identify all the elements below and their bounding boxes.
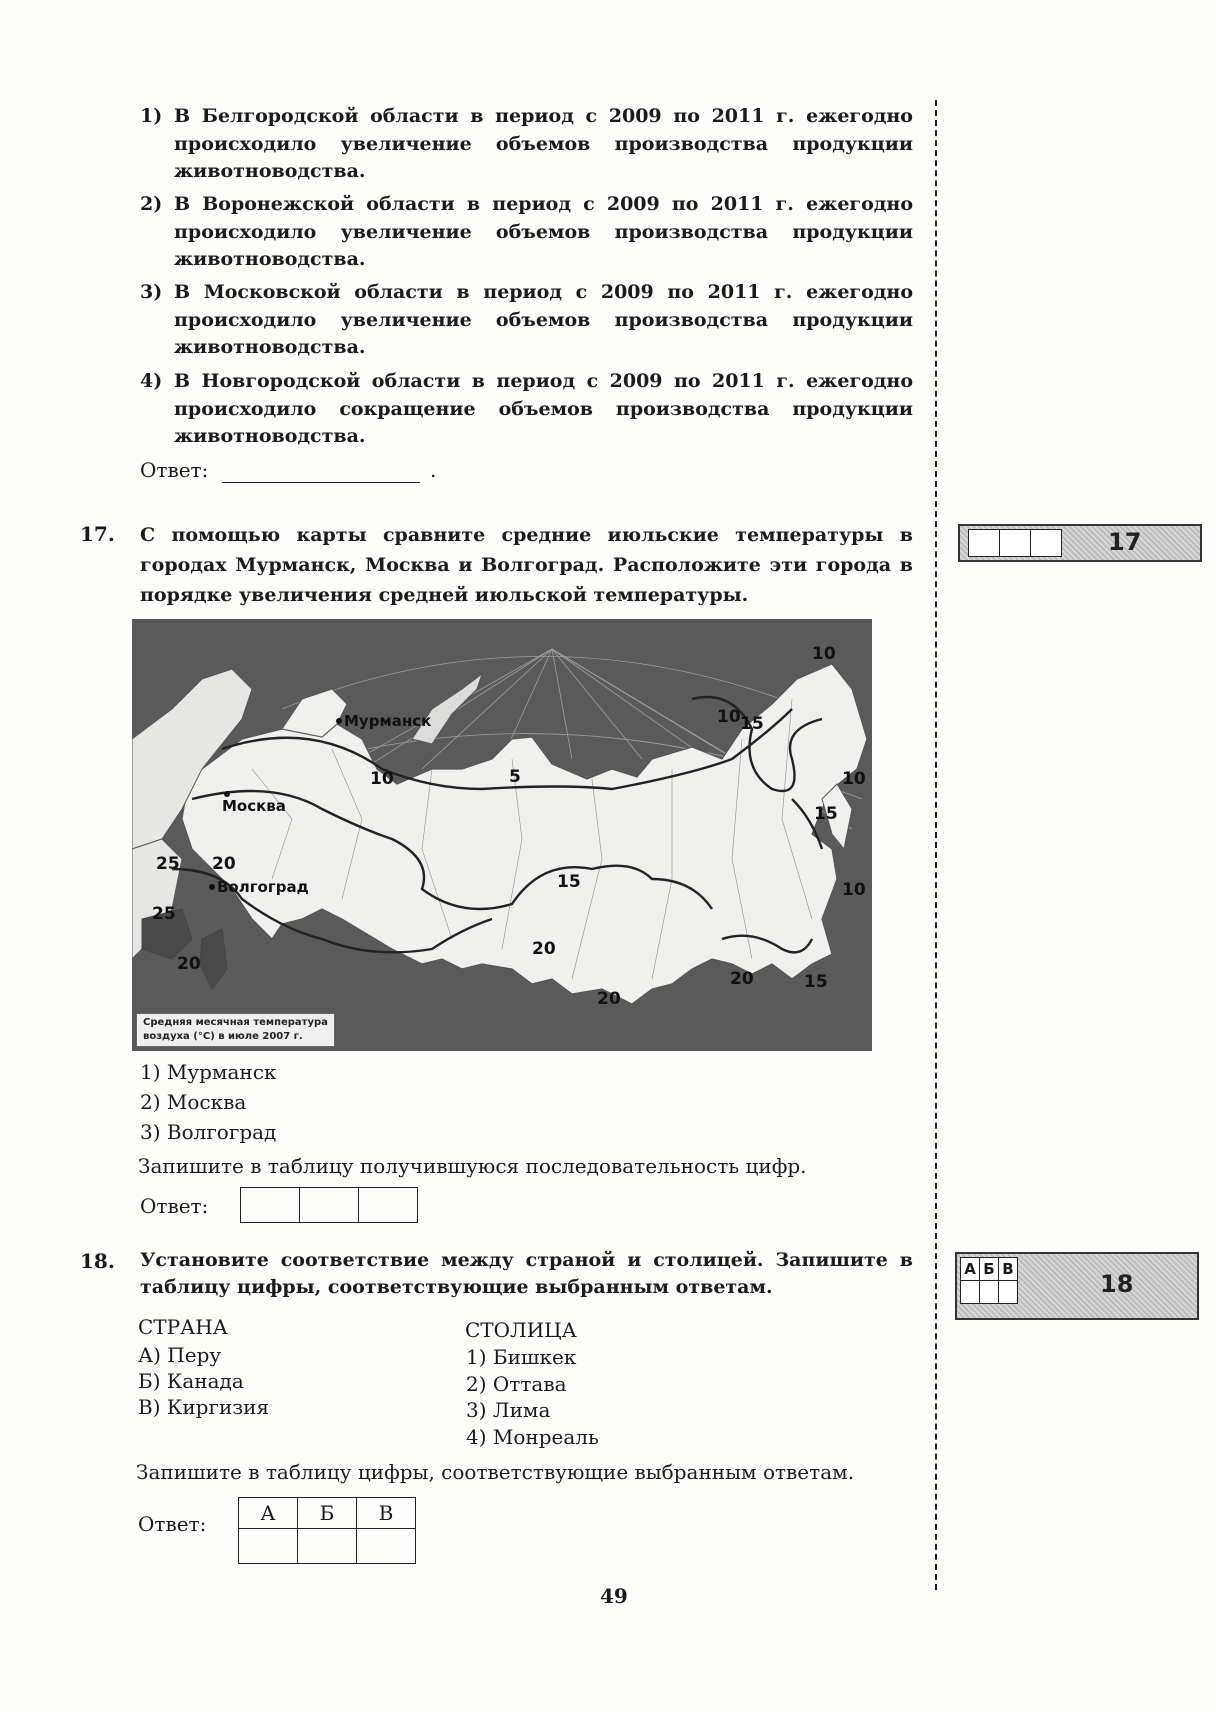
q18-answer-header-v: В [357,1498,416,1529]
q18-text: Установите соответствие между страной и столицей. Запишите в таблицу цифры, соответствующие выбранным ответам. [140,1249,913,1298]
q16-answer-label: Ответ: [140,458,209,482]
q16-option-3-text: В Московской области в период с 2009 по 2011 г. ежегодно происходило увеличение объемов производства продукции животноводства. [174,281,913,358]
q18-side-header-b: Б [980,1258,999,1281]
q18-capital-2: 2) Оттава [466,1372,567,1396]
q18-answer-header-b: Б [298,1498,357,1529]
city-marker [336,718,342,724]
city-label: Москва [222,797,286,815]
q17-option-2: 2) Москва [140,1090,247,1114]
isotherm-label: 15 [740,714,764,734]
q17-side-cell-3[interactable] [1031,530,1062,557]
map-caption-line2: воздуха (°С) в июле 2007 г. [143,1031,303,1042]
map-caption [136,1013,335,1047]
page-number: 49 [600,1584,628,1608]
q18-capital-3: 3) Лима [466,1398,551,1422]
q18-capital-4: 4) Монреаль [466,1425,599,1449]
q18-country-header: СТРАНА [138,1315,228,1339]
q16-option-1-text: В Белгородской области в период с 2009 по 2011 г. ежегодно происходило увеличение объемов производства продукции животноводства. [174,105,913,182]
q16-answer-field[interactable] [222,458,420,483]
isotherm-label: 10 [842,880,866,900]
isotherm-label: 10 [812,644,836,664]
q17-side-cell-1[interactable] [969,530,1000,557]
q18-answer-header-a: А [239,1498,298,1529]
q16-option-2-text: В Воронежской области в период с 2009 по 2011 г. ежегодно происходило увеличение объемов производства продукции животноводства. [174,193,913,270]
q18-answer-label: Ответ: [138,1512,207,1536]
q18-answer-table[interactable] [238,1497,416,1564]
temperature-map [132,619,872,1051]
q18-country-1: А) Перу [138,1343,222,1367]
isotherm-label: 25 [152,904,176,924]
q17-answer-cell-2[interactable] [300,1188,359,1223]
q17-answer-label: Ответ: [140,1194,209,1218]
q18-country-3: В) Киргизия [138,1395,270,1419]
q18-side-cell-v[interactable] [999,1281,1018,1304]
q18-side-label: 18 [1100,1270,1134,1298]
q16-option-1 [140,103,913,186]
q16-option-4-number: 4) [140,370,163,392]
q17-answer-table[interactable] [240,1187,418,1223]
q17-side-label: 17 [1108,528,1142,556]
isotherm-label: 10 [717,707,741,727]
q16-option-2 [140,191,913,274]
city-marker [209,884,215,890]
q18-side-header-v: В [999,1258,1018,1281]
isotherm-label: 20 [212,854,236,874]
isotherm-label: 10 [370,769,394,789]
q17-answer-cell-1[interactable] [241,1188,300,1223]
city-label: Волгоград [217,878,309,896]
q18-side-grid[interactable] [960,1257,1018,1304]
q16-option-2-number: 2) [140,193,163,215]
isotherm-label: 10 [842,769,866,789]
map-caption-line1: Средняя месячная температура [143,1017,328,1028]
q17-option-3: 3) Волгоград [140,1120,277,1144]
cut-line [935,100,937,1590]
q18-answer-cell-a[interactable] [239,1529,298,1564]
q17-side-answer-box [958,524,1202,562]
q17-side-cell-2[interactable] [1000,530,1031,557]
q18-instruction: Запишите в таблицу цифры, соответствующие выбранным ответам. [136,1460,855,1484]
isotherm-label: 15 [804,972,828,992]
q17-text: С помощью карты сравните средние июльские температуры в городах Мурманск, Москва и Волгоград. Расположите эти города в порядке увеличения средней июльской температуры. [140,524,913,606]
isotherm-label: 20 [597,989,621,1009]
q17-number: 17. [80,522,115,546]
q17-side-grid[interactable] [968,529,1062,557]
q18-side-answer-box [955,1252,1199,1320]
q17-option-1: 1) Мурманск [140,1060,277,1084]
q18-side-cell-b[interactable] [980,1281,999,1304]
isotherm-label: 20 [730,969,754,989]
q18-capital-header: СТОЛИЦА [465,1318,577,1342]
isotherm-label: 15 [814,804,838,824]
isotherm-label: 5 [509,767,521,787]
q18-number: 18. [80,1249,115,1273]
isotherm-label: 15 [557,872,581,892]
q18-capital-1: 1) Бишкек [466,1345,577,1369]
isotherm-label: 20 [532,939,556,959]
q16-option-4-text: В Новгородской области в период с 2009 по 2011 г. ежегодно происходило сокращение объемов производства продукции животноводства. [174,370,913,447]
city-label: Мурманск [344,712,432,730]
q18-answer-cell-v[interactable] [357,1529,416,1564]
q18-side-header-a: А [961,1258,980,1281]
russia-july-temperature-map [132,619,872,1051]
q16-option-3 [140,279,913,362]
q17-answer-cell-3[interactable] [359,1188,418,1223]
q16-option-3-number: 3) [140,281,163,303]
q16-option-4 [140,368,913,451]
q17-instruction: Запишите в таблицу получившуюся последовательность цифр. [138,1154,807,1178]
isotherm-label: 20 [177,954,201,974]
isotherm-label: 25 [156,854,180,874]
q16-answer-end: . [430,458,437,482]
q18-answer-cell-b[interactable] [298,1529,357,1564]
q18-country-2: Б) Канада [138,1369,244,1393]
q16-option-1-number: 1) [140,105,163,127]
q18-side-cell-a[interactable] [961,1281,980,1304]
